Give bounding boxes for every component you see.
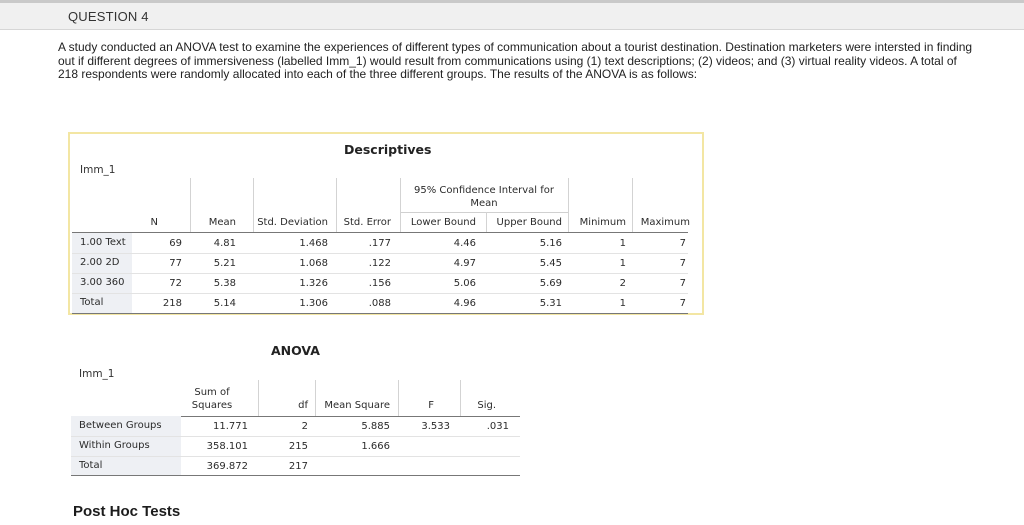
col-sep	[258, 380, 259, 416]
descriptives-row-label: 3.00 360	[72, 273, 132, 293]
col-sep	[568, 178, 569, 232]
anova-cell: 217	[288, 461, 308, 472]
descriptives-cell: 1	[619, 238, 626, 249]
anova-row-label: Between Groups	[71, 416, 181, 436]
descriptives-cell: 2	[619, 278, 626, 289]
descriptives-cell: 4.96	[453, 298, 476, 309]
descriptives-cell: 72	[169, 278, 182, 289]
descriptives-title: Descriptives	[344, 142, 432, 157]
descriptives-cell: 4.46	[453, 238, 476, 249]
descriptives-table	[68, 132, 704, 315]
col-header-mean-square: Mean Square	[324, 400, 390, 411]
anova-cell: 11.771	[213, 421, 248, 432]
descriptives-row-label: 2.00 2D	[72, 253, 132, 273]
descriptives-cell: 1.068	[299, 258, 328, 269]
row-rule	[71, 436, 520, 437]
question-header	[0, 3, 1024, 30]
descriptives-cell: .088	[368, 298, 391, 309]
descriptives-cell: 5.21	[213, 258, 236, 269]
row-rule	[72, 253, 688, 254]
col-header-maximum: Maximum	[640, 217, 690, 228]
col-header-minimum: Minimum	[579, 217, 626, 228]
col-header-df: df	[298, 400, 308, 411]
descriptives-row-label: 1.00 Text	[72, 233, 132, 253]
descriptives-cell: 4.97	[453, 258, 476, 269]
descriptives-cell: 4.81	[213, 238, 236, 249]
col-sep	[253, 178, 254, 232]
descriptives-cell: 1.326	[299, 278, 328, 289]
anova-bottom-rule	[71, 475, 520, 476]
ci-header: 95% Confidence Interval for Mean	[413, 185, 555, 209]
col-sep	[632, 178, 633, 232]
descriptives-header-rule	[72, 232, 688, 233]
ci-header-rule	[400, 212, 568, 213]
descriptives-cell: 1	[619, 258, 626, 269]
descriptives-cell: 5.31	[539, 298, 562, 309]
col-header-std-error: Std. Error	[343, 217, 391, 228]
descriptives-cell: 1.306	[299, 298, 328, 309]
col-header-std-deviation: Std. Deviation	[257, 217, 328, 228]
col-sep	[400, 178, 401, 232]
anova-title: ANOVA	[271, 343, 320, 358]
row-rule	[72, 293, 688, 294]
descriptives-variable-label: Imm_1	[80, 164, 116, 176]
col-header-f: F	[428, 400, 434, 411]
anova-cell: 215	[288, 441, 308, 452]
col-header-mean: Mean	[208, 217, 236, 228]
question-title: QUESTION 4	[68, 9, 149, 24]
anova-variable-label: Imm_1	[79, 368, 115, 380]
col-header-sig: Sig.	[477, 400, 496, 411]
descriptives-cell: 218	[162, 298, 182, 309]
anova-cell: 2	[301, 421, 308, 432]
col-sep	[460, 380, 461, 416]
descriptives-bottom-rule	[72, 313, 688, 314]
col-header-lower-bound: Lower Bound	[410, 217, 476, 228]
anova-row-label: Within Groups	[71, 436, 181, 456]
row-rule	[71, 456, 520, 457]
descriptives-cell: .177	[368, 238, 391, 249]
descriptives-cell: 5.38	[213, 278, 236, 289]
anova-cell: 1.666	[361, 441, 390, 452]
descriptives-cell: 7	[679, 238, 686, 249]
anova-row-label: Total	[71, 456, 181, 476]
anova-cell: 369.872	[206, 461, 248, 472]
descriptives-cell: .156	[368, 278, 391, 289]
col-sep	[190, 178, 191, 232]
descriptives-cell: 5.69	[539, 278, 562, 289]
col-header-upper-bound: Upper Bound	[496, 217, 562, 228]
descriptives-row-label: Total	[72, 293, 132, 313]
anova-cell: 5.885	[361, 421, 390, 432]
descriptives-cell: 5.45	[539, 258, 562, 269]
anova-cell: 358.101	[206, 441, 248, 452]
col-header-sum-of-squares: Sum of Squares	[191, 387, 233, 411]
descriptives-cell: 7	[679, 298, 686, 309]
col-header-n: N	[150, 217, 158, 228]
descriptives-cell: 5.14	[213, 298, 236, 309]
descriptives-cell: 7	[679, 258, 686, 269]
descriptives-cell: 77	[169, 258, 182, 269]
descriptives-cell: 7	[679, 278, 686, 289]
descriptives-cell: 5.06	[453, 278, 476, 289]
row-rule	[72, 273, 688, 274]
descriptives-cell: 69	[169, 238, 182, 249]
col-sep	[315, 380, 316, 416]
descriptives-cell: 1	[619, 298, 626, 309]
descriptives-cell: .122	[368, 258, 391, 269]
anova-cell: 3.533	[421, 421, 450, 432]
post-hoc-heading: Post Hoc Tests	[73, 503, 181, 520]
descriptives-cell: 5.16	[539, 238, 562, 249]
col-sep	[336, 178, 337, 232]
descriptives-cell: 1.468	[299, 238, 328, 249]
anova-cell: .031	[486, 421, 509, 432]
question-text: A study conducted an ANOVA test to examine the experiences of different types of communication about a tourist destination. Destination marketers were intersted in finding out if different degrees of immersiveness (labelled Imm_1) would result from communications using (1) text descriptions; (2) videos; and (3) virtual reality videos. A total of 218 respondents were randomly allocated into each of the three different groups. The results of the ANOVA is as follows:	[58, 40, 973, 81]
col-sep	[486, 212, 487, 232]
col-sep	[398, 380, 399, 416]
